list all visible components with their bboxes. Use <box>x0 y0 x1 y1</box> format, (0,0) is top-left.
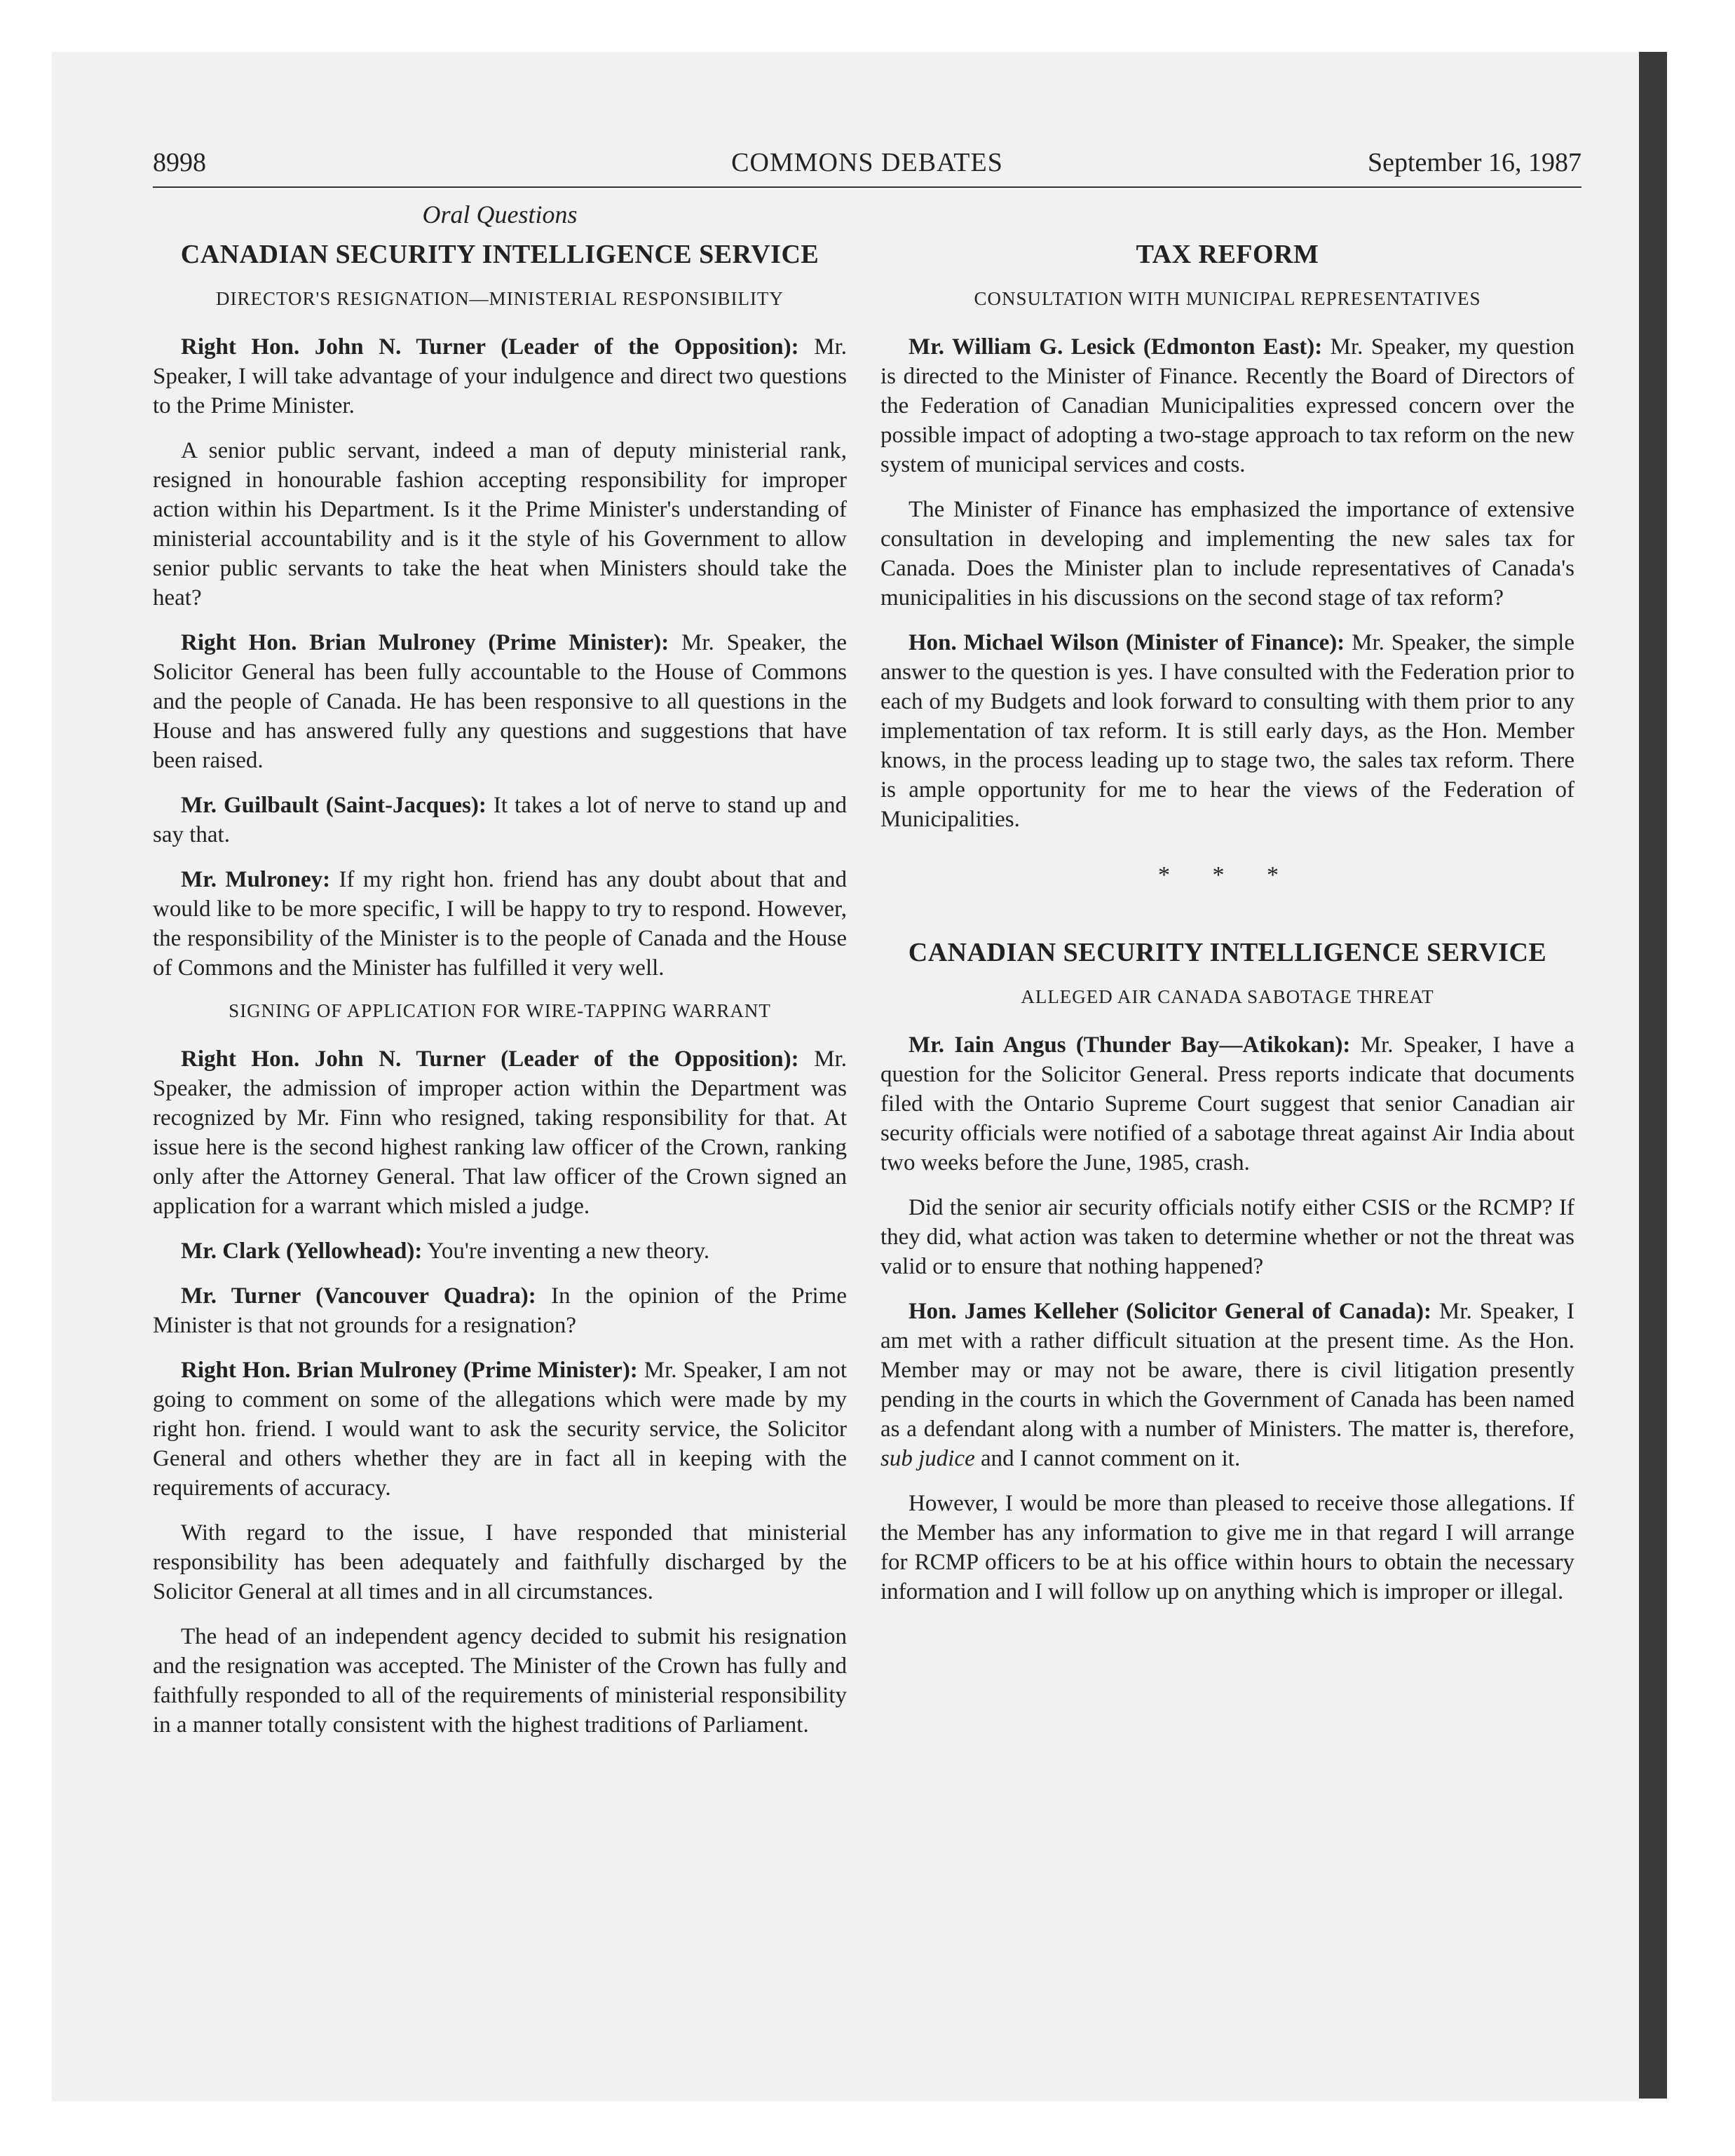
speech-paragraph <box>153 1356 847 1503</box>
speech-paragraph <box>153 332 847 421</box>
speech-text: Mr. Speaker, I will take advantage of your indulgence and direct two questions to the Prime Minister. <box>153 334 848 418</box>
speech-paragraph <box>153 865 847 983</box>
page-header <box>153 146 1581 188</box>
section-heading: CANADIAN SECURITY INTELLIGENCE SERVICE <box>180 240 819 269</box>
left-column <box>153 238 847 1755</box>
right-column <box>880 238 1574 1622</box>
speaker-name: Mr. William G. Lesick (Edmonton East): <box>909 334 1323 360</box>
paragraph-group <box>880 332 1574 834</box>
speech-paragraph <box>880 1030 1574 1178</box>
speech-text: Mr. Speaker, I am met with a rather difficult situation at the present time. As the Hon. Member may or may not be aware, there is civil litigation presently pending in the courts in which the Government of Canada has been named as a defendant along with a number of Ministers. The matter is, therefore, <box>880 1299 1574 1442</box>
speaker-name: Hon. James Kelleher (Solicitor General of Canada): <box>909 1299 1431 1324</box>
speech-paragraph <box>153 1236 847 1266</box>
subsection-heading: SIGNING OF APPLICATION FOR WIRE-TAPPING WARRANT <box>229 1000 771 1021</box>
speaker-name: Mr. Clark (Yellowhead): <box>181 1239 423 1264</box>
speech-paragraph <box>880 332 1574 479</box>
speech-text: The Minister of Finance has emphasized the importance of extensive consultation in developing and implementing the new sales tax for Canada. Does the Minister plan to include representatives of Canada's municipalities in his discussions on the second stage of tax reform? <box>880 497 1574 610</box>
paragraph-group <box>880 1489 1574 1606</box>
speech-paragraph <box>880 628 1574 834</box>
speech-text: However, I would be more than pleased to receive those allegations. If the Member has any information to give me in that regard I will arrange for RCMP officers to be at his office within hours to obtain the necessary information and I will follow up on anything which is improper or illegal. <box>880 1491 1574 1604</box>
running-head: Oral Questions <box>422 200 578 228</box>
paragraph-group <box>153 332 847 983</box>
subsection-heading: ALLEGED AIR CANADA SABOTAGE THREAT <box>1021 986 1434 1007</box>
speech-paragraph <box>153 436 847 613</box>
italic-term: sub judice <box>880 1446 975 1471</box>
subsection-heading: CONSULTATION WITH MUNICIPAL REPRESENTATIVES <box>974 288 1481 309</box>
speech-paragraph <box>880 1297 1574 1473</box>
speech-text: In the opinion of the Prime Minister is that not grounds for a resignation? <box>153 1283 848 1338</box>
speaker-name: Right Hon. Brian Mulroney (Prime Minister): <box>181 630 669 655</box>
speaker-name: Right Hon. John N. Turner (Leader of the Opposition): <box>181 1046 799 1072</box>
speech-text: With regard to the issue, I have responded that ministerial responsibility has been adequately and faithfully discharged by the Solicitor General at all times and in all circumstances. <box>153 1520 847 1604</box>
speaker-name: Right Hon. John N. Turner (Leader of the Opposition): <box>181 334 799 360</box>
speech-text: Mr. Speaker, the simple answer to the question is yes. I have consulted with the Federation prior to each of my Budgets and look forward to consulting with them prior to any implementation of tax reform. It is still early days, as the Hon. Member knows, in the process leading up to stage two, the sales tax reform. There is ample opportunity for me to hear the views of the Federation of Municipalities. <box>880 630 1574 832</box>
speech-text: Mr. Speaker, the admission of improper action within the Department was recognized by Mr. Finn who resigned, taking responsibility for that. At issue here is the second highest ranking law officer of the Crown, ranking only after the Attorney General. That law officer of the Crown signed an application for a warrant which misled a judge. <box>153 1046 848 1219</box>
speaker-name: Mr. Mulroney: <box>181 867 331 892</box>
speech-paragraph <box>880 1489 1574 1606</box>
paragraph-group <box>153 1044 847 1740</box>
section-heading: CANADIAN SECURITY INTELLIGENCE SERVICE <box>908 938 1547 967</box>
speech-text: It takes a lot of nerve to stand up and say that. <box>153 793 847 847</box>
speaker-name: Mr. Turner (Vancouver Quadra): <box>181 1283 536 1309</box>
speech-paragraph <box>153 791 847 850</box>
speaker-name: Hon. Michael Wilson (Minister of Finance): <box>909 630 1345 655</box>
speech-text: Mr. Speaker, I have a question for the Solicitor General. Press reports indicate that documents filed with the Ontario Supreme Court suggest that senior Canadian air security officials were notified of a sabotage threat against Air India about two weeks before the June, 1985, crash. <box>880 1032 1574 1175</box>
paragraph-group <box>880 1030 1574 1281</box>
speech-paragraph <box>153 628 847 775</box>
subsection-heading: DIRECTOR'S RESIGNATION—MINISTERIAL RESPONSIBILITY <box>216 288 784 309</box>
speaker-name: Mr. Guilbault (Saint-Jacques): <box>181 793 487 818</box>
speech-text: Mr. Speaker, my question is directed to the Minister of Finance. Recently the Board of Directors of the Federation of Canadian Municipalities expressed concern over the possible impact of adopting a two-stage approach to tax reform on the new system of municipal services and costs. <box>880 334 1575 477</box>
speech-paragraph <box>880 495 1574 613</box>
speaker-name: Mr. Iain Angus (Thunder Bay—Atikokan): <box>909 1032 1351 1058</box>
speech-text-end: and I cannot comment on it. <box>974 1446 1241 1471</box>
speech-paragraph <box>153 1518 847 1606</box>
speech-text: Mr. Speaker, I am not going to comment on some of the allegations which were made by my right hon. friend. I would want to ask the security service, the Solicitor General and others whether they are in fact all in keeping with the requirements of accuracy. <box>153 1358 847 1501</box>
speaker-name: Right Hon. Brian Mulroney (Prime Minister): <box>181 1358 638 1383</box>
speech-text: A senior public servant, indeed a man of deputy ministerial rank, resigned in honourable fashion accepting responsibility for improper action within his Department. Is it the Prime Minister's understanding of ministerial accountability and is it the style of his Government to allow senior public servants to take the heat when Ministers should take the heat? <box>153 438 847 610</box>
page-edge-shadow <box>1639 52 1667 2099</box>
section-heading: TAX REFORM <box>1136 240 1319 269</box>
speech-text: Did the senior air security officials notify either CSIS or the RCMP? If they did, what action was taken to determine whether or not the threat was valid or to ensure that nothing happened? <box>880 1195 1574 1279</box>
speech-paragraph <box>880 1193 1574 1281</box>
speech-paragraph <box>153 1044 847 1221</box>
speech-text: If my right hon. friend has any doubt about that and would like to be more specific, I will be happy to try to respond. However, the responsibility of the Minister is to the people of Canada and the House of Commons and the Minister has fulfilled it very well. <box>153 867 847 981</box>
publication-title: COMMONS DEBATES <box>731 148 1003 177</box>
page-number: 8998 <box>153 148 206 177</box>
speech-text: The head of an independent agency decided to submit his resignation and the resignation was accepted. The Minister of the Crown has fully and faithfully responded to all of the requirements of ministerial responsibility in a manner totally consistent with the highest traditions of Parliament. <box>153 1624 847 1738</box>
speech-text: Mr. Speaker, the Solicitor General has been fully accountable to the House of Commons and the people of Canada. He has been responsive to all questions in the House and has answered fully any questions and suggestions that have been raised. <box>153 630 847 773</box>
speech-paragraph <box>153 1622 847 1740</box>
speech-text: You're inventing a new theory. <box>422 1239 710 1264</box>
section-separator: * * * <box>1158 862 1297 888</box>
speech-paragraph <box>153 1281 847 1340</box>
publication-date: September 16, 1987 <box>1367 148 1581 177</box>
